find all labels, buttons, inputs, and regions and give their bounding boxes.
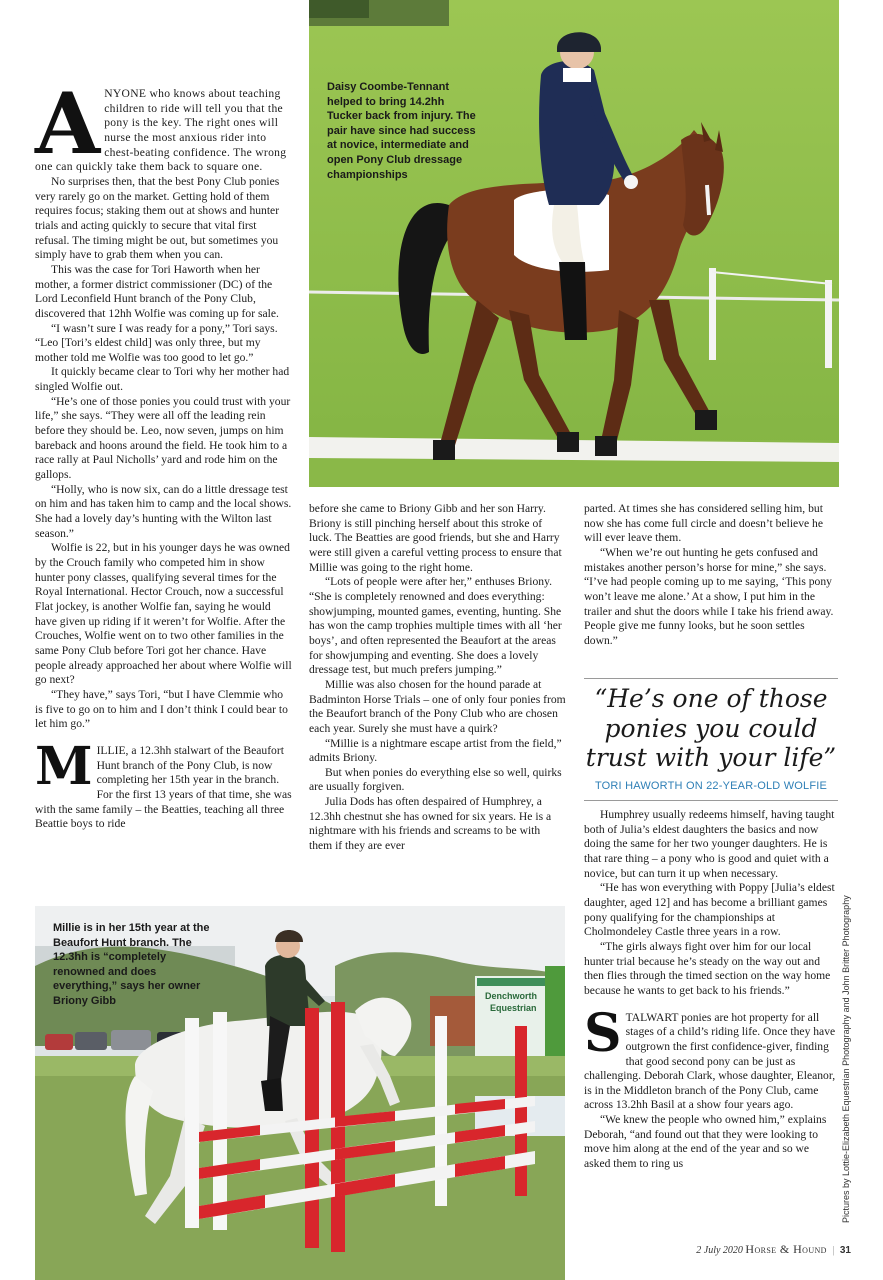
pullquote-top-rule bbox=[584, 678, 838, 679]
col1-paragraph-10: ILLIE, a 12.3hh stalwart of the Beaufort Hunt branch of the Pony Club, is now completing her 15th year in the branch. For the first 13 years of that time, she was with the same family – the Beatties, teaching all three Beattie boys to ride bbox=[35, 743, 292, 831]
col3-paragraph-3: Humphrey usually redeems himself, having taught both of Julia’s eldest daughters the basics and now doing the same for her two younger daughters. He is that rare thing – a pony who is good and quiet with a novice, but can turn it up when necessary. bbox=[584, 808, 835, 880]
sponsor-board-line1: Denchworth bbox=[485, 991, 538, 1001]
dropcap-m: M bbox=[35, 735, 93, 797]
footer-separator: | bbox=[832, 1245, 835, 1256]
col2-paragraph-2: “Lots of people were after her,” enthuses Briony. “She is completely renowned and does everything: showjumping, mounted games, eventing, hunting. She has won the camp trophies multiple times with all ‘her boys’, and often represented the Beaufort at the areas for showjumping and eventing. She does a lovely dressage test, but much prefers jumping.” bbox=[309, 575, 562, 677]
article-column-3-top bbox=[584, 502, 838, 649]
article-column-1 bbox=[35, 74, 292, 832]
dressage-photo bbox=[309, 0, 839, 487]
col1-paragraph-3: This was the case for Tori Haworth when her mother, a former district commissioner (DC) of the Lord Leconfield Hunt branch of the Pony Club, discovered that 12hh Wolfie was coming up for sale. bbox=[35, 262, 279, 320]
dressage-photo-illustration bbox=[309, 0, 839, 487]
col3-paragraph-6: TALWART ponies are hot property for all stages of a child’s riding life. Once they have outgrown the first confidence-giver, finding that good second pony can be just as challenging. Deborah Clark, whose daughter, Eleanor, is in the Middleton branch of the Pony Club, came across 13.2hh Basil at a show four years ago. bbox=[584, 1010, 836, 1112]
article-column-3-bottom bbox=[584, 808, 838, 1172]
dropcap-a: A bbox=[35, 74, 101, 173]
page-number: 31 bbox=[839, 1245, 851, 1256]
article-column-2 bbox=[309, 502, 566, 854]
col1-paragraph-5: It quickly became clear to Tori why her mother had singled Wolfie out. bbox=[35, 365, 290, 394]
col3-paragraph-4: “He has won everything with Poppy [Julia’s eldest daughter, aged 12] and has become a brilliant games pony qualifying for the championships at Cholmondeley Castle three years in a row. bbox=[584, 881, 835, 939]
col1-paragraph-1: NYONE who knows about teaching children to ride will tell you that the pony is the key. The right ones will nurse the most anxious rider into chest-beating confidence. The wrong one can quickly take them back to square one. bbox=[35, 87, 287, 174]
sponsor-board-line2: Equestrian bbox=[490, 1003, 537, 1013]
col1-paragraph-9: “They have,” says Tori, “but I have Clemmie who is five to go on to him and I don’t think I could bear to let him go.” bbox=[35, 687, 288, 731]
col1-paragraph-4: “I wasn’t sure I was ready for a pony,” Tori says. “Leo [Tori’s eldest child] was only three, but my mother told me Wolfie was too good to let go.” bbox=[35, 321, 278, 364]
col3-paragraph-5: “The girls always fight over him for our local hunter trial because he’s steady on the way out and then flies through the timed section on the way home because he wants to get back to his friends.” bbox=[584, 939, 831, 997]
col2-paragraph-5: But when ponies do everything else so well, quirks are usually forgiven. bbox=[309, 765, 562, 794]
col1-paragraph-8: Wolfie is 22, but in his younger days he was owned by the Crouch family who competed him in show hunter pony classes, qualifying several times for the Royal International. Hector Crouch, now a successful Flat jockey, is another Wolfie fan, saying he would have given up riding if it weren’t for Wolfie. After the Crouches, Wolfie went on to two other families in the same Pony Club before Tori got her chance. Have people already approached her about where Wolfie will go next? bbox=[35, 541, 292, 687]
photo-credit: Pictures by Lottie-Elizabeth Equestrian Photography and John Britter Photography bbox=[841, 895, 851, 1223]
dressage-photo-caption: Daisy Coombe-Tennant helped to bring 14.2hh Tucker back from injury. The pair have since had success at novice, intermediate and open Pony Club dressage championships bbox=[327, 81, 476, 181]
col2-paragraph-1: before she came to Briony Gibb and her son Harry. Briony is still pinching herself about this stroke of luck. The Beatties are good friends, but she and Harry were still given a careful vetting process to ensure that Millie was going to the right home. bbox=[309, 502, 562, 574]
dropcap-s: S bbox=[584, 1002, 622, 1064]
col1-paragraph-7: “Holly, who is now six, can do a little dressage test on him and has taken him to camp and the local shows. She had a lovely day’s hunting with the Wilton last season.” bbox=[35, 482, 292, 540]
footer-publication: Horse & Hound bbox=[745, 1242, 827, 1256]
col2-paragraph-3: Millie was also chosen for the hound parade at Badminton Horse Trials – one of only four ponies from the Beaufort branch of the Pony Club who are chosen each year. Surely she must have a quirk? bbox=[309, 677, 566, 735]
col3-paragraph-1: parted. At times she has considered selling him, but now she has come full circle and doesn’t believe he will ever leave them. bbox=[584, 502, 823, 545]
col1-paragraph-2: No surprises then, that the best Pony Club ponies very rarely go on the market. Getting hold of them requires focus; staking them out at shows and hunter trials and acting quickly to secure that vital first refusal. The timing might be out, but sometimes you simply have to grab them when you can. bbox=[35, 174, 280, 262]
pullquote-bottom-rule bbox=[584, 800, 838, 801]
page-footer bbox=[696, 1242, 851, 1257]
footer-date: 2 July 2020 bbox=[696, 1245, 743, 1256]
col3-paragraph-7: “We knew the people who owned him,” explains Deborah, “and found out that they were looking to move him along at the end of the year and so we asked them to ring us bbox=[584, 1113, 827, 1171]
pullquote-attribution: TORI HAWORTH ON 22-YEAR-OLD WOLFIE bbox=[594, 780, 828, 792]
pullquote: “He’s one of those ponies you could trust with your life” bbox=[585, 684, 837, 772]
col1-paragraph-6: “He’s one of those ponies you could trust with your life,” she says. “They were all off the leading rein before they should be. Leo, now seven, jumps on him bareback and hoons around the field. He took him to a race rally at Paul Nicholls’ yard and rode him on the gallops. bbox=[35, 394, 291, 482]
col2-paragraph-4: “Millie is a nightmare escape artist from the field,” admits Briony. bbox=[309, 736, 562, 765]
col3-paragraph-2: “When we’re out hunting he gets confused and mistakes another person’s horse for mine,” she says. “I’ve had people coming up to me saying, ‘This pony won’t leave me alone.’ At a show, I put him in the trailer and shut the doors while I take his friend away. People give me funny looks, but he soon settles down.” bbox=[584, 545, 834, 647]
showjumping-photo-caption: Millie is in her 15th year at the Beaufort Hunt branch. The 12.3hh is “completely renowned and does everything,” says her owner Briony Gibb bbox=[53, 922, 210, 1007]
col2-paragraph-6: Julia Dods has often despaired of Humphrey, a 12.3hh chestnut she has owned for six years. He is a nightmare with his friends and screams to be with them if they are ever bbox=[309, 795, 552, 853]
